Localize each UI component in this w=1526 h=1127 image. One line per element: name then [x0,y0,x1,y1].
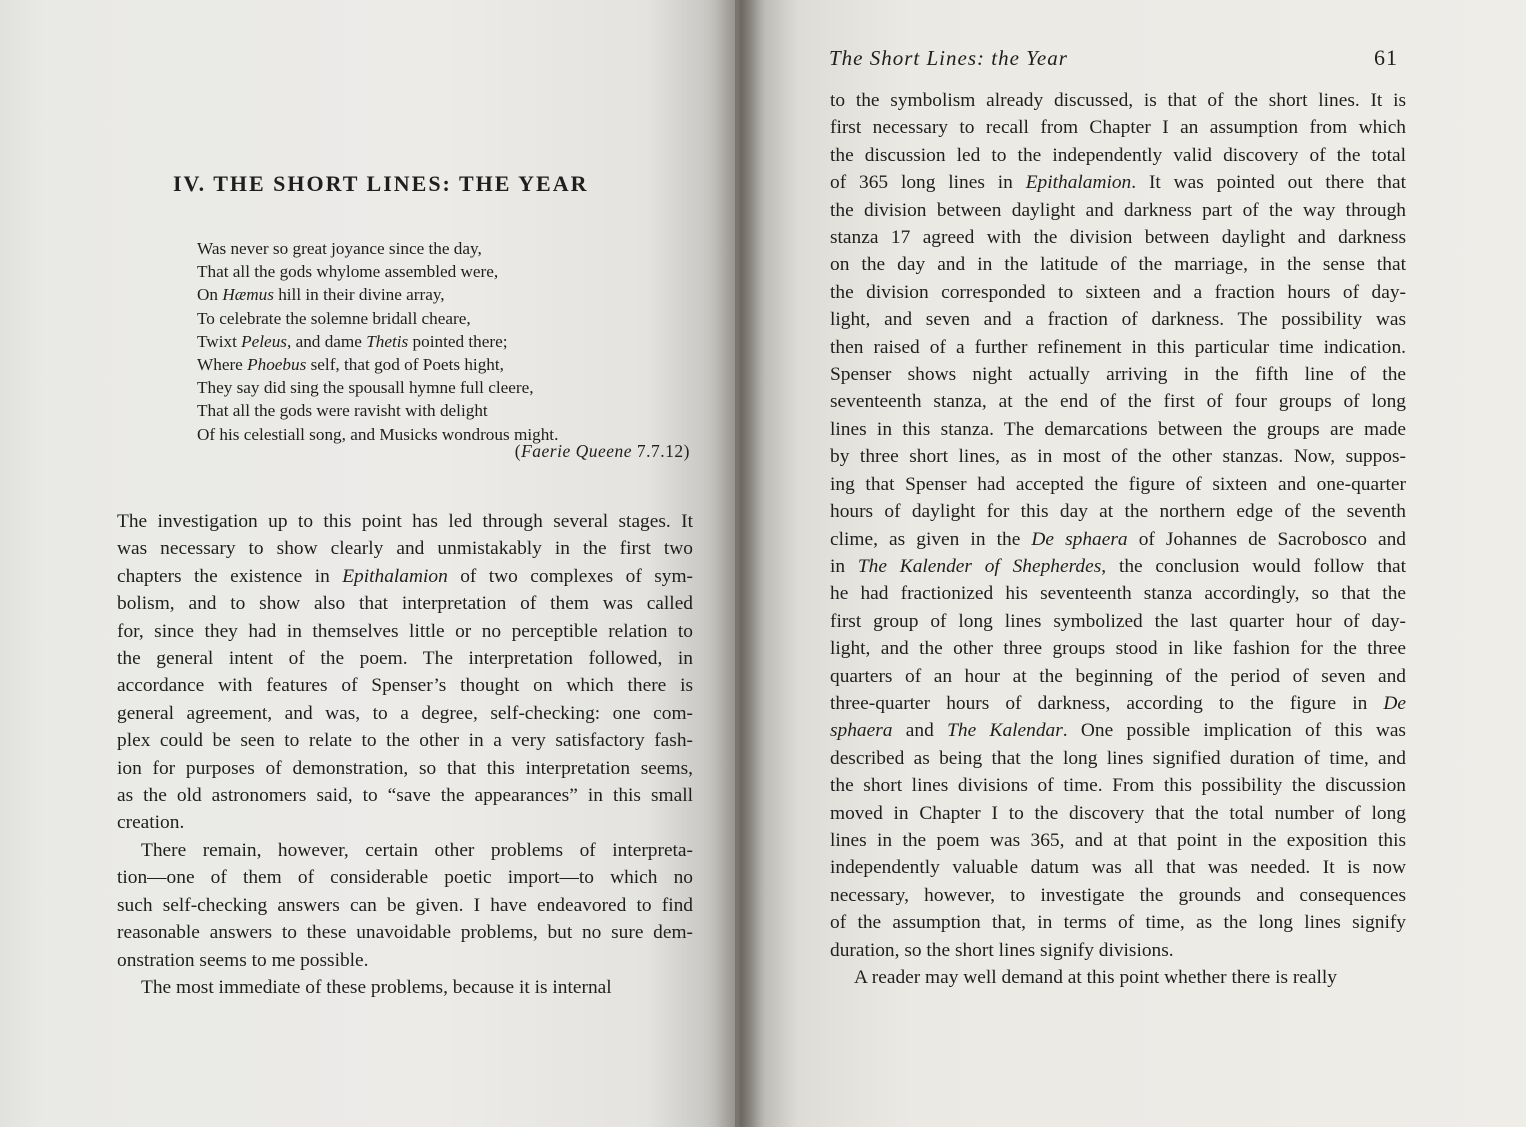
poem-line: That all the gods were ravisht with delight [197,401,488,421]
text-line: plex could be seen to relate to the other in a very satisfactory fash- [117,730,693,752]
text-line: ing that Spenser had accepted the figure of sixteen and one-quarter [830,473,1406,495]
text-line: tion—one of them of considerable poetic import—to which no [117,867,693,889]
poem-line: Where Phoebus self, that god of Poets hight, [197,355,504,375]
text-line: for, since they had in themselves little or no perceptible relation to [117,620,693,642]
text-line: on the day and in the latitude of the marriage, in the sense that [830,254,1406,276]
text-line: moved in Chapter I to the discovery that the total number of long [830,802,1406,824]
text-line: three-quarter hours of darkness, according to the figure in De [830,692,1406,714]
text-line: reasonable answers to these unavoidable problems, but no sure dem- [117,922,693,944]
text-line: independently valuable datum was all that was needed. It is now [830,857,1406,879]
text-line: lines in this stanza. The demarcations between the groups are made [830,418,1406,440]
text-line: lines in the poem was 365, and at that point in the exposition this [830,829,1406,851]
text-line: the general intent of the poem. The interpretation followed, in [117,648,693,670]
text-line: creation. [117,812,185,834]
chapter-title: IV. THE SHORT LINES: THE YEAR [173,171,589,196]
text-line: light, and seven and a fraction of darkness. The possibility was [830,309,1406,331]
text-line: light, and the other three groups stood in like fashion for the three [830,638,1406,660]
text-line: the short lines divisions of time. From this possibility the discussion [830,775,1406,797]
text-line: of the assumption that, in terms of time, as the long lines signify [830,912,1406,934]
text-line: Spenser shows night actually arriving in the fifth line of the [830,364,1406,386]
text-line: to the symbolism already discussed, is that of the short lines. It is [830,90,1406,111]
text-line: There remain, however, certain other problems of interpreta- [141,839,693,861]
left-page-text [117,508,693,1001]
text-line: accordance with features of Spenser’s thought on which there is [117,675,693,697]
text-line: seventeenth stanza, at the end of the first of four groups of long [830,391,1406,413]
poem-line: Of his celestiall song, and Musicks wondrous might. [197,424,559,444]
book-gutter [715,0,765,1127]
text-line: the division between daylight and darkness part of the way through [830,199,1406,221]
text-line: ion for purposes of demonstration, so that this interpretation seems, [117,757,693,779]
text-line: as the old astronomers said, to “save the appearances” in this small [117,785,693,807]
text-line: first group of long lines symbolized the last quarter hour of day- [830,610,1406,632]
text-line: onstration seems to me possible. [117,949,369,971]
text-line: The most immediate of these problems, because it is internal [141,976,612,998]
text-line: described as being that the long lines signified duration of time, and [830,747,1406,769]
poem-line: They say did sing the spousall hymne full cleere, [197,378,534,398]
running-head: The Short Lines: the Year [829,46,1068,70]
text-line: by three short lines, as in most of the other stanzas. Now, suppos- [830,446,1406,468]
text-line: duration, so the short lines signify divisions. [830,939,1174,961]
text-line: hours of daylight for this day at the northern edge of the seventh [830,501,1406,523]
text-line: stanza 17 agreed with the division between daylight and darkness [830,227,1406,249]
text-line: clime, as given in the De sphaera of Johannes de Sacrobosco and [830,528,1406,550]
poem-line: That all the gods whylome assembled were, [197,262,499,282]
text-line: quarters of an hour at the beginning of the period of seven and [830,665,1406,687]
text-line: he had fractionized his seventeenth stanza accordingly, so that the [830,583,1406,605]
text-line: of 365 long lines in Epithalamion. It was pointed out there that [830,172,1406,194]
text-line: A reader may well demand at this point whether there is really [854,967,1337,988]
page-number: 61 [1374,45,1398,70]
poem-line: On Hæmus hill in their divine array, [197,285,445,305]
right-page-text [830,87,1406,991]
text-line: chapters the existence in Epithalamion of two complexes of sym- [117,565,693,587]
text-line: then raised of a further refinement in this particular time indication. [830,336,1406,358]
poem-line: Was never so great joyance since the day, [197,239,482,258]
epigraph-citation: (Faerie Queene 7.7.12) [514,441,690,461]
text-line: in The Kalender of Shepherdes, the conclusion would follow that [830,555,1407,577]
poem-line: To celebrate the solemne bridall cheare, [197,308,471,328]
text-line: first necessary to recall from Chapter I an assumption from which [830,117,1406,139]
text-line: the discussion led to the independently valid discovery of the total [830,144,1406,166]
text-line: The investigation up to this point has led through several stages. It [117,511,693,532]
text-line: bolism, and to show also that interpretation of them was called [117,593,693,615]
text-line: such self-checking answers can be given. I have endeavored to find [117,894,693,916]
text-line: necessary, however, to investigate the grounds and consequences [830,884,1406,906]
text-line: the division corresponded to sixteen and a fraction hours of day- [830,281,1406,303]
epigraph-poem [197,237,697,446]
text-line: sphaera and The Kalendar. One possible implication of this was [830,720,1406,742]
text-line: was necessary to show clearly and unmistakably in the first two [117,538,693,560]
text-line: general agreement, and was, to a degree, self-checking: one com- [117,702,693,724]
poem-line: Twixt Peleus, and dame Thetis pointed there; [197,331,508,351]
